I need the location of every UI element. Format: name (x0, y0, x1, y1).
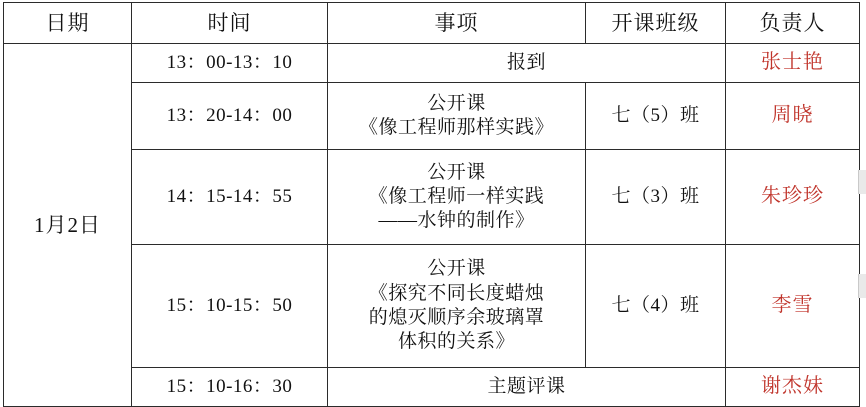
item-line: 体积的关系》 (397, 331, 515, 353)
table-row (4, 44, 860, 83)
item-line: ——水钟的制作》 (378, 210, 535, 232)
page-edge-mark (858, 170, 866, 194)
item-cell (328, 245, 586, 368)
item-cell (328, 368, 726, 407)
owner-cell: 谢杰妹 (726, 368, 860, 407)
time-cell: 13：20-14：00 (132, 83, 328, 150)
item-line: 公开课 (427, 161, 486, 183)
time-cell: 15：10-15：50 (132, 245, 328, 368)
owner-cell: 张士艳 (726, 44, 860, 83)
item-line: 《探究不同长度蜡烛 (368, 282, 545, 304)
table-row (4, 150, 860, 245)
class-cell: 七（4）班 (586, 245, 726, 368)
item-line: 报到 (506, 51, 546, 73)
class-cell: 七（5）班 (586, 83, 726, 150)
item-line: 的熄灭顺序余玻璃罩 (368, 307, 545, 328)
owner-cell: 李雪 (726, 245, 860, 368)
schedule-sheet (0, 2, 866, 402)
column-header-date: 日期 (4, 3, 132, 44)
class-cell: 七（3）班 (586, 150, 726, 245)
table-row (4, 245, 860, 368)
owner-cell: 周晓 (726, 83, 860, 150)
item-line: 《像工程师一样实践 (368, 185, 545, 207)
item-line: 公开课 (427, 92, 486, 114)
owner-cell: 朱珍珍 (726, 150, 860, 245)
schedule-table (3, 2, 860, 407)
time-cell: 15：10-16：30 (132, 368, 328, 407)
item-cell (328, 83, 586, 150)
date-cell: 1月2日 (4, 44, 132, 407)
item-cell (328, 44, 726, 83)
time-cell: 13：00-13：10 (132, 44, 328, 83)
page-edge-mark (858, 274, 866, 298)
item-line: 《像工程师那样实践》 (358, 117, 554, 138)
time-cell: 14：15-14：55 (132, 150, 328, 245)
column-header-item: 事项 (328, 3, 586, 44)
item-cell (328, 150, 586, 245)
column-header-owner: 负责人 (726, 3, 860, 44)
table-header-row (4, 3, 860, 44)
table-row (4, 368, 860, 407)
column-header-time: 时间 (132, 3, 328, 44)
table-row (4, 83, 860, 150)
item-line: 公开课 (427, 258, 486, 280)
column-header-class: 开课班级 (586, 3, 726, 44)
item-line: 主题评课 (487, 375, 566, 397)
